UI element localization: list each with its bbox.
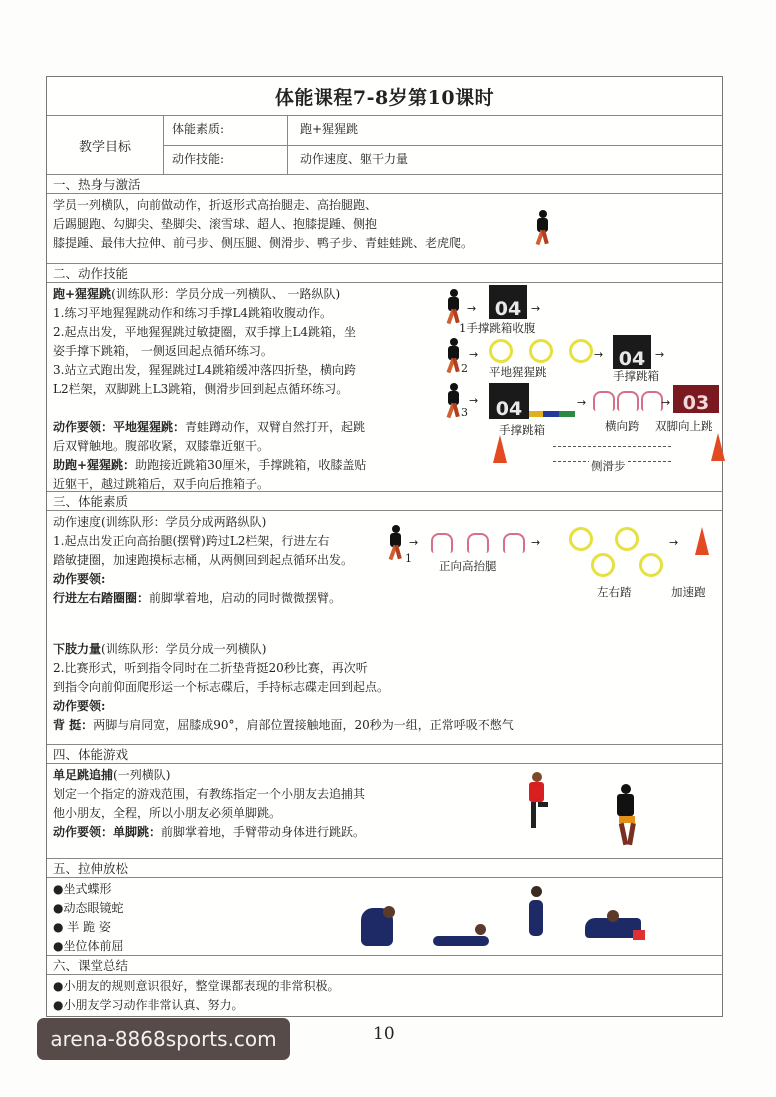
row-number: 2 xyxy=(461,362,468,375)
list-item: ●小朋友的规则意识很好，整堂课都表现的非常积极。 xyxy=(53,979,340,993)
section-header-skills: 二、动作技能 xyxy=(47,263,722,282)
key-bold: 动作要领：平地猩猩跳： xyxy=(53,420,186,434)
jump-box-red-icon: 03 xyxy=(673,385,719,413)
text-line: 后踢腿跑、勾脚尖、垫脚尖、滚雪球、超人、抱膝提踵、侧抱 xyxy=(53,217,378,231)
text-line: 踏敏捷圈，加速跑摸标志桶，从两侧回到起点循环出发。 xyxy=(53,553,354,567)
page-title xyxy=(47,77,722,115)
hurdle-icon xyxy=(641,391,663,411)
cone-icon xyxy=(711,433,725,461)
agility-ring-icon xyxy=(489,339,513,363)
list-item: ● 半 跪 姿 xyxy=(53,920,111,934)
hurdle-icon xyxy=(503,533,525,553)
arrow-icon: → xyxy=(594,348,604,361)
section-header-stretch: 五、拉伸放松 xyxy=(47,858,722,877)
text-line: 他小朋友，全程，所以小朋友必须单脚跳。 xyxy=(53,806,282,820)
text-line: L2栏架，双脚跳上L3跳箱，侧滑步回到起点循环练习。 xyxy=(53,382,349,396)
diagram-label: 平地猩猩跳 xyxy=(489,365,547,379)
section-content-stretch xyxy=(47,877,722,955)
diagram-label: 加速跑 xyxy=(671,585,706,599)
section-header-fitness: 三、体能素质 xyxy=(47,491,722,510)
teaching-goals xyxy=(47,115,722,174)
section-header-warmup: 一、热身与激活 xyxy=(47,174,722,193)
subtitle-bold: 跑+猩猩跳 xyxy=(53,287,112,301)
text-line: 膝提踵、最伟大拉伸、前弓步、侧压腿、侧滑步、鸭子步、青蛙蛙跳、老虎爬。 xyxy=(53,236,474,250)
hurdle-icon xyxy=(467,533,489,553)
arrow-icon: → xyxy=(661,396,671,409)
section-content-game xyxy=(47,763,722,858)
subtitle xyxy=(53,640,716,659)
diagram-label: 横向跨 xyxy=(605,419,640,433)
subtitle-rest: (训练队形：学员分成一列横队、 一路纵队) xyxy=(111,287,341,301)
goal-key: 动作技能: xyxy=(164,146,288,175)
list-item: ●小朋友学习动作非常认真、努力。 xyxy=(53,998,244,1012)
text-line: 划定一个指定的游戏范围，有教练指定一个小朋友去追捕其 xyxy=(53,787,366,801)
text-line: 3.站立式跑出发，猩猩跳过L4跳箱缓冲落四折垫，横向跨 xyxy=(53,363,357,377)
diagram-label: 手撑跳箱 xyxy=(499,423,545,437)
arrow-icon: → xyxy=(467,302,477,315)
section-content-summary xyxy=(47,974,722,1016)
jump-box-icon: 04 xyxy=(489,383,529,419)
row-number: 1 xyxy=(405,552,412,565)
subtitle-rest: (一列横队) xyxy=(113,768,171,782)
section-content-fitness xyxy=(47,510,722,744)
text-line: 后双臂触地。腹部收紧，双膝靠近躯干。 xyxy=(53,439,270,453)
child-running-icon xyxy=(611,784,641,848)
agility-ring-icon xyxy=(591,553,615,577)
text-line: 1.练习平地猩猩跳动作和练习手撑L4跳箱收腹动作。 xyxy=(53,306,333,320)
stretch-poses-image xyxy=(357,884,657,954)
skills-diagram xyxy=(437,283,722,488)
key-text: 前脚掌着地，启动的同时微微摆臂。 xyxy=(149,591,342,605)
key-text: 前脚掌着地，手臂带动身体进行跳跃。 xyxy=(161,825,366,839)
hurdle-icon xyxy=(431,533,453,553)
key-text: 助跑接近跳箱30厘米，手撑跳箱，收膝盖贴 xyxy=(135,458,367,472)
list-item: ●动态眼镜蛇 xyxy=(53,901,124,915)
key-text: 两脚与肩同宽，屈膝成90°，肩部位置接触地面，20秒为一组，正常呼吸不憋气 xyxy=(93,718,514,732)
text-line: 姿手撑下跳箱， 一侧返回起点循环练习。 xyxy=(53,344,273,358)
text-line: 近躯干，越过跳箱后，双手向后推箱子。 xyxy=(53,477,270,491)
speed-diagram xyxy=(383,519,723,609)
diagram-label: 正向高抬腿 xyxy=(439,559,497,573)
arrow-icon: → xyxy=(469,394,479,407)
arrow-icon: → xyxy=(577,396,587,409)
arrow-icon: → xyxy=(669,536,679,549)
diagram-label: 1手撑跳箱收腹 xyxy=(459,321,536,335)
jump-box-icon: 04 xyxy=(613,335,651,369)
pose-half-kneel-icon xyxy=(529,900,543,936)
cone-icon xyxy=(695,527,709,555)
diagram-label: 手撑跳箱 xyxy=(613,369,659,383)
key-title: 动作要领: xyxy=(53,699,106,713)
goal-value: 动作速度、躯干力量 xyxy=(300,151,409,166)
section-content-skills xyxy=(47,282,722,491)
text-line: 2.起点出发，平地猩猩跳过敏捷圈，双手撑上L4跳箱，坐 xyxy=(53,325,357,339)
diagram-label: 左右踏 xyxy=(597,585,632,599)
page-number: 10 xyxy=(373,1024,395,1044)
watermark-link[interactable]: arena-8868sports.com xyxy=(37,1018,290,1060)
pose-cobra-icon xyxy=(433,936,489,946)
diagram-label: 双脚向上跳 xyxy=(655,419,713,433)
row-number: 3 xyxy=(461,406,468,419)
hurdle-icon xyxy=(617,391,639,411)
subtitle-bold: 单足跳追捕 xyxy=(53,768,114,782)
child-hopping-icon xyxy=(523,772,551,832)
subtitle-bold: 下肢力量 xyxy=(53,642,102,656)
mat-icon xyxy=(543,411,559,417)
arrow-icon: → xyxy=(469,348,479,361)
key-bold: 行进左右踏圈圈： xyxy=(53,591,150,605)
runner-figure-icon xyxy=(445,338,461,374)
arrow-icon: → xyxy=(531,302,541,315)
agility-ring-icon xyxy=(529,339,553,363)
text-line: 2.比赛形式，听到指令同时在二折垫背挺20秒比赛，再次听 xyxy=(53,661,368,675)
text-line: 到指令向前仰面爬形运一个标志碟后，手持标志碟走回到起点。 xyxy=(53,680,390,694)
key-text: 青蛙蹲动作，双臂自然打开，起跳 xyxy=(185,420,366,434)
hurdle-icon xyxy=(593,391,615,411)
subtitle xyxy=(53,766,716,785)
arrow-icon: → xyxy=(409,536,419,549)
agility-ring-icon xyxy=(569,339,593,363)
agility-ring-icon xyxy=(569,527,593,551)
runner-figure-icon xyxy=(445,383,461,419)
key-point xyxy=(53,716,716,735)
key-bold: 动作要领：单脚跳： xyxy=(53,825,162,839)
subtitle: 动作速度(训练队形：学员分成两路纵队) xyxy=(53,515,267,529)
jump-box-icon: 04 xyxy=(489,285,527,319)
goal-value: 跑+猩猩跳 xyxy=(300,122,359,136)
lesson-plan-table xyxy=(46,76,723,1017)
text-line: 1.起点出发正向高抬腿(摆臂)跨过L2栏架，行进左右 xyxy=(53,534,330,548)
goal-key: 体能素质: xyxy=(164,116,288,145)
mat-icon xyxy=(559,411,575,417)
key-title: 动作要领: xyxy=(53,572,106,586)
goal-row xyxy=(164,116,722,145)
section-header-summary: 六、课堂总结 xyxy=(47,955,722,974)
runner-figure-icon xyxy=(534,210,550,246)
runner-figure-icon xyxy=(387,525,403,561)
diagram-label: 侧滑步 xyxy=(589,457,628,476)
cone-icon xyxy=(493,435,507,463)
key-bold: 助跑+猩猩跳： xyxy=(53,458,136,472)
agility-ring-icon xyxy=(615,527,639,551)
goals-label: 教学目标 xyxy=(47,116,164,174)
agility-ring-icon xyxy=(639,553,663,577)
arrow-icon: → xyxy=(531,536,541,549)
list-item: ●坐位体前屈 xyxy=(53,939,124,953)
mat-icon xyxy=(529,411,543,417)
subtitle-rest: (训练队形：学员分成一列横队) xyxy=(101,642,267,656)
title-text: 体能课程7-8岁第10课时 xyxy=(274,86,495,109)
dashed-arrow-right xyxy=(553,446,671,447)
text-line: 学员一列横队，向前做动作，折返形式高抬腿走、高抬腿跑、 xyxy=(53,198,378,212)
arrow-icon: → xyxy=(655,348,665,361)
section-content-warmup xyxy=(47,193,722,263)
section-header-game: 四、体能游戏 xyxy=(47,744,722,763)
list-item: ●坐式蝶形 xyxy=(53,882,112,896)
key-bold: 背 挺： xyxy=(53,718,94,732)
goal-row xyxy=(164,145,722,175)
